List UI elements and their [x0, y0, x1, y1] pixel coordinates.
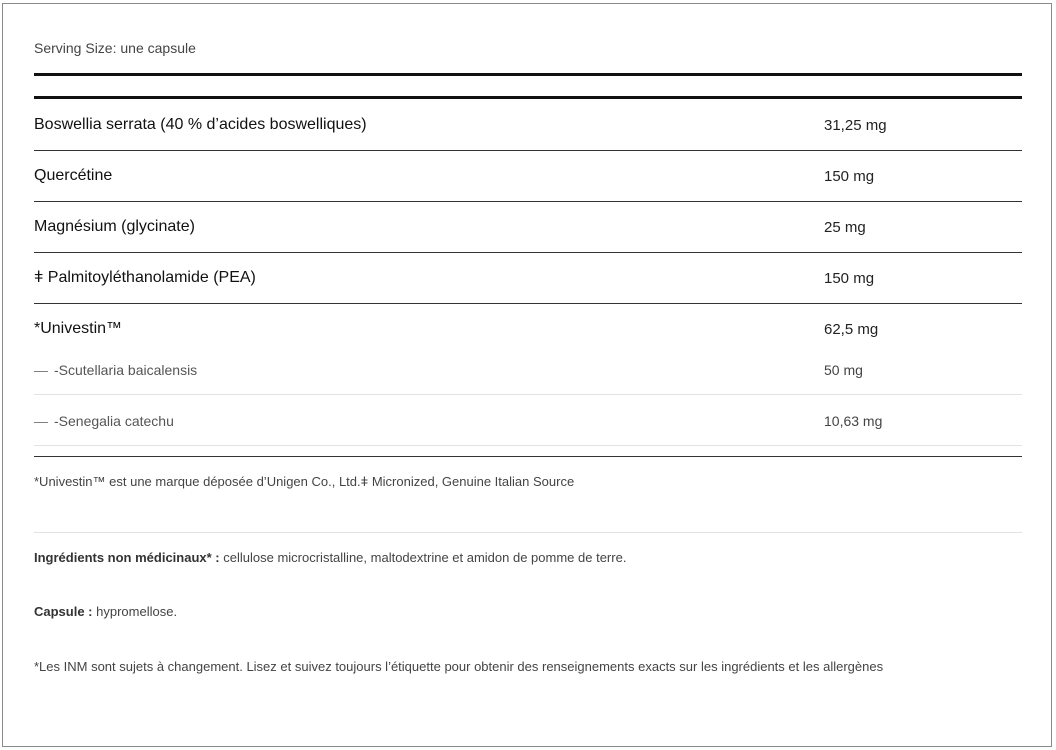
row-divider: [34, 201, 1022, 202]
disclaimer: *Les INM sont sujets à changement. Lisez et suivez toujours l’étiquette pour obtenir des renseignements exacts sur les ingrédients et les allergènes: [34, 659, 884, 674]
dash-glyph: —: [34, 362, 48, 378]
table-bottom-divider: [34, 456, 1022, 457]
sub-ingredient-amount: 10,63 mg: [824, 413, 883, 429]
ingredient-amount: 31,25 mg: [824, 117, 887, 134]
serving-size: Serving Size: une capsule: [34, 40, 196, 56]
ingredient-amount: 150 mg: [824, 168, 875, 185]
section-divider: [34, 532, 1022, 533]
ingredient-name: Quercétine: [34, 167, 113, 184]
sub-ingredient-name: -Senegalia catechu: [54, 413, 174, 429]
row-divider: [34, 150, 1022, 151]
non-medicinal-text: cellulose microcristalline, maltodextrine et amidon de pomme de terre.: [219, 550, 627, 565]
capsule-info: [34, 604, 1022, 619]
row-divider: [34, 303, 1022, 304]
ingredient-amount: 150 mg: [824, 270, 875, 287]
non-medicinal-label: Ingrédients non médicinaux* :: [34, 550, 220, 565]
sub-ingredient-name: -Scutellaria baicalensis: [54, 362, 198, 378]
sub-ingredient: [34, 362, 197, 378]
row-divider: [34, 252, 1022, 253]
dash-glyph: —: [34, 413, 48, 429]
header-divider: [34, 96, 1022, 99]
ingredient-name: Boswellia serrata (40 % d’acides boswelliques): [34, 116, 367, 133]
sub-row-divider: [34, 445, 1022, 446]
ingredient-amount: 62,5 mg: [824, 321, 879, 338]
ingredient-name: ǂ Palmitoyléthanolamide (PEA): [34, 269, 256, 286]
ingredient-name: Magnésium (glycinate): [34, 218, 195, 235]
ingredient-name: *Univestin™: [34, 320, 123, 337]
capsule-label: Capsule :: [34, 604, 93, 619]
non-medicinal-ingredients: [34, 550, 1022, 565]
sub-ingredient: [34, 413, 174, 429]
sub-ingredient-amount: 50 mg: [824, 362, 863, 378]
sub-row-divider: [34, 394, 1022, 395]
top-divider: [34, 73, 1022, 76]
ingredient-amount: 25 mg: [824, 219, 866, 236]
capsule-text: hypromellose.: [92, 604, 178, 619]
footnote: *Univestin™ est une marque déposée d’Unigen Co., Ltd.ǂ Micronized, Genuine Italian Source: [34, 474, 575, 489]
